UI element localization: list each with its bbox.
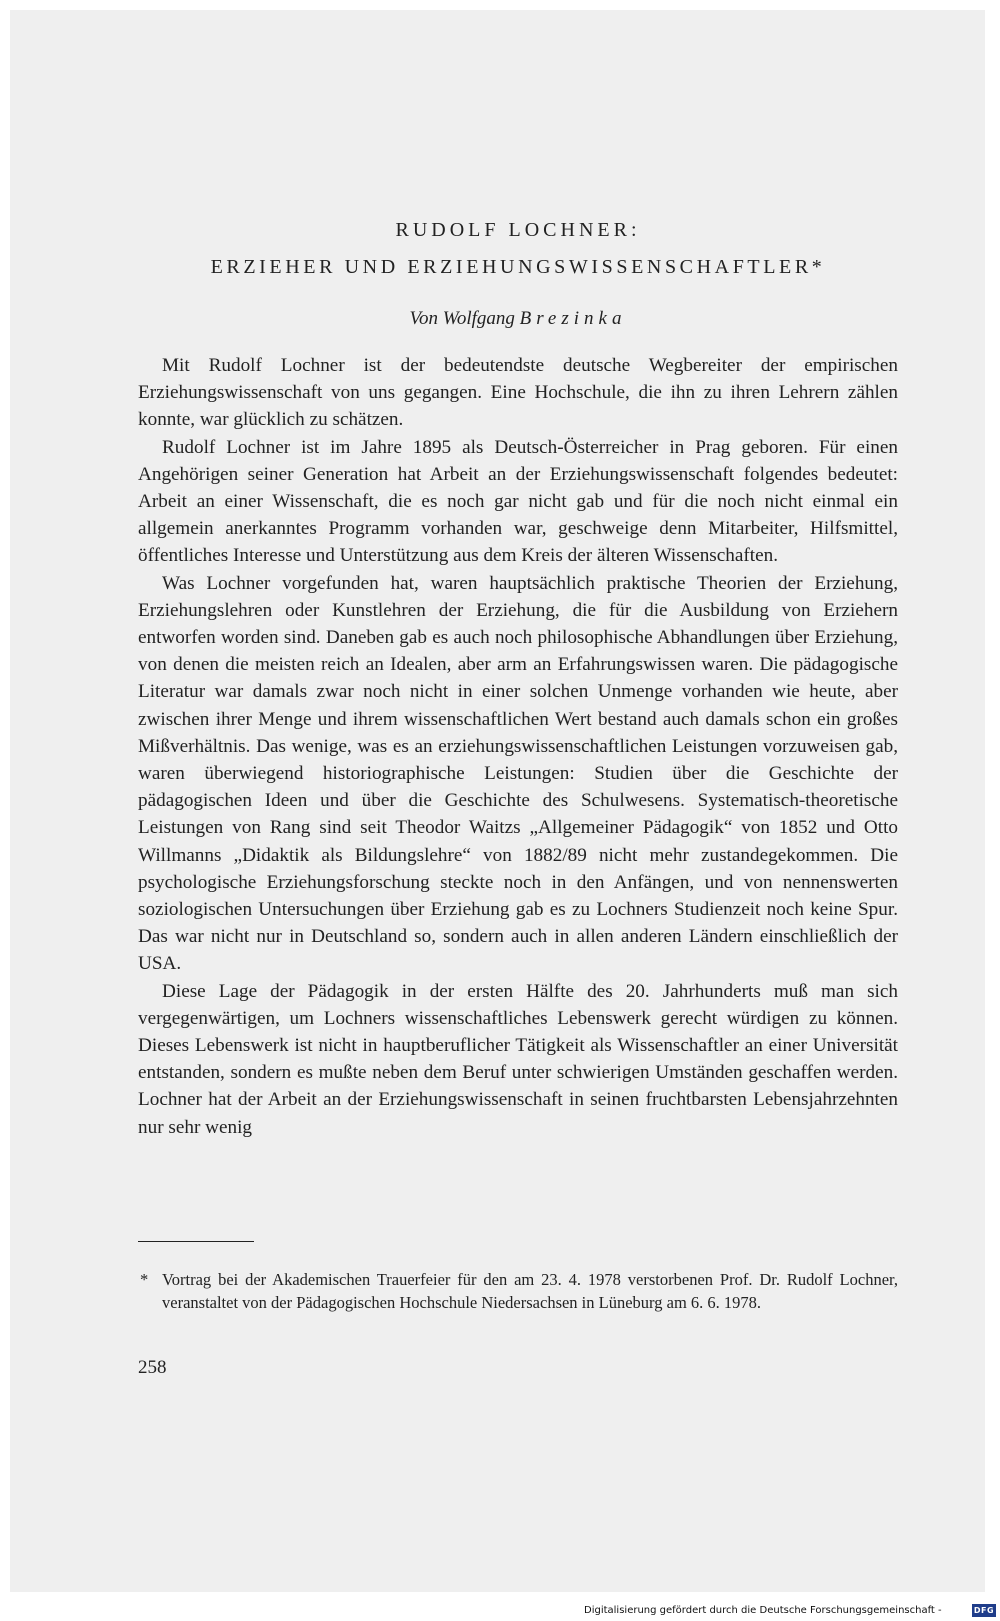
footnote-text: Vortrag bei der Akademischen Trauerfeier für den am 23. 4. 1978 verstorbenen Prof. Dr. Rudolf Lochner, veranstaltet von der Pädagogischen Hochschule Niedersachsen in Lüneburg am 6. 6. 1978. — [162, 1270, 898, 1312]
article-body — [138, 352, 898, 1141]
paragraph: Mit Rudolf Lochner ist der bedeutendste deutsche Wegbereiter der empirischen Erziehungswissenschaft von uns gegangen. Eine Hochschule, die ihn zu ihren Lehrern zählen konnte, war glücklich zu schätzen. — [138, 355, 898, 431]
author-name: Brezinka — [519, 308, 627, 329]
digitization-credit: Digitalisierung gefördert durch die Deutsche Forschungsgemeinschaft - — [584, 1605, 942, 1616]
paragraph: Diese Lage der Pädagogik in der ersten Hälfte des 20. Jahrhunderts muß man sich vergegenwärtigen, um Lochners wissenschaftliches Lebenswerk gerecht würdigen zu können. Dieses Lebenswerk ist nicht in hauptberuflicher Tätigkeit als Wissenschaftler an einer Universität entstanden, sondern es mußte neben dem Beruf unter schwierigen Umständen geschaffen werden. Lochner hat der Arbeit an der Erziehungswissenschaft in seinen fruchtbarsten Lebensjahrzehnten nur sehr wenig — [138, 980, 898, 1138]
paragraph: Rudolf Lochner ist im Jahre 1895 als Deutsch-Österreicher in Prag geboren. Für einen Angehörigen seiner Generation hat Arbeit an der Erziehungswissenschaft folgendes bedeutet: Arbeit an einer Wissenschaft, die es noch gar nicht gab und für die noch nicht einmal ein allgemein anerkanntes Programm vorhanden war, geschweige denn Mitarbeiter, Hilfsmittel, öffentliches Interesse und Unterstützung aus dem Kreis der älteren Wissenschaften. — [138, 436, 898, 567]
footnote-divider — [138, 1241, 254, 1242]
article-subtitle: ERZIEHER UND ERZIEHUNGSWISSENSCHAFTLER* — [210, 256, 826, 278]
byline — [138, 307, 898, 331]
dfg-logo: DFG — [973, 1606, 995, 1615]
footnote — [138, 1268, 898, 1314]
page-number: 258 — [138, 1357, 167, 1378]
article-title: RUDOLF LOCHNER: — [395, 219, 641, 241]
paragraph: Was Lochner vorgefunden hat, waren hauptsächlich praktische Theorien der Erziehung, Erziehungslehren oder Kunstlehren der Erziehung, die für die Ausbildung von Erziehern entworfen worden sind. Daneben gab es auch noch philosophische Abhandlungen über Erziehung, von denen die meisten reich an Idealen, aber arm an Erfahrungswissen waren. Die pädagogische Literatur war damals zwar noch nicht in einer solchen Unmenge vorhanden wie heute, aber zwischen ihrer Menge und ihrem wissenschaftlichen Wert bestand auch damals schon ein großes Mißverhältnis. Das wenige, was es an erziehungswissenschaftlichen Leistungen vorzuweisen gab, waren überwiegend historiographische Leistungen: Studien über die Geschichte der pädagogischen Ideen und über die Geschichte des Schulwesens. Systematisch-theoretische Leistungen von Rang sind seit Theodor Waitzs „Allgemeiner Pädagogik“ von 1852 und Otto Willmanns „Didaktik als Bildungslehre“ von 1882/89 nicht mehr zustandegekommen. Die psychologische Erziehungsforschung steckte noch in den Anfängen, und von nennenswerten soziologischen Untersuchungen über Erziehung gab es zu Lochners Studienzeit noch keine Spur. Das war nicht nur in Deutschland so, sondern auch in allen anderen Ländern einschließlich der USA. — [138, 572, 898, 975]
footnote-mark: * — [140, 1270, 149, 1289]
byline-prefix: Von Wolfgang — [409, 308, 515, 329]
